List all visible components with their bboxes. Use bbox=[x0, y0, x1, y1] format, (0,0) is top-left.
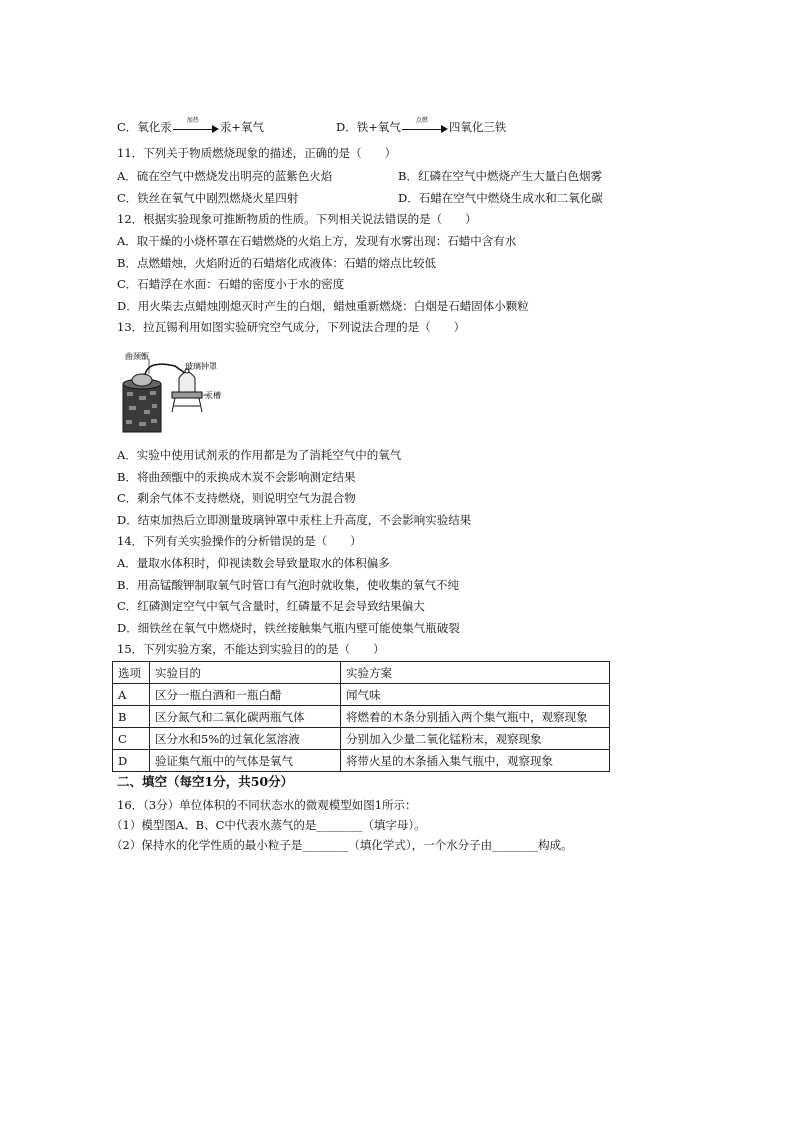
table-row bbox=[113, 750, 610, 772]
q16-part-2: （2）保持水的化学性质的最小粒子是________（填化学式），一个水分子由________构成。 bbox=[111, 838, 573, 852]
reaction-condition: 加热 bbox=[186, 117, 199, 124]
table-header-cell: 实验目的 bbox=[150, 662, 341, 684]
table-header-cell: 选项 bbox=[113, 662, 150, 684]
q16-stem: 16．（3分）单位体积的不同状态水的微观模型如图1所示： bbox=[117, 798, 417, 812]
table-cell: D bbox=[113, 750, 150, 772]
table-row bbox=[113, 728, 610, 750]
q11-stem: 11．下列关于物质燃烧现象的描述，正确的是（ ） bbox=[117, 146, 397, 160]
label-mercury-trough: 汞槽 bbox=[205, 391, 221, 400]
q13-option-b: B．将曲颈甑中的汞换成木炭不会影响测定结果 bbox=[117, 470, 356, 484]
q13-option-d: D．结束加热后立即测量玻璃钟罩中汞柱上升高度，不会影响实验结果 bbox=[117, 513, 472, 527]
table-row bbox=[113, 706, 610, 728]
table-cell: 分别加入少量二氧化锰粉末，观察现象 bbox=[341, 728, 610, 750]
table-cell: B bbox=[113, 706, 150, 728]
apparatus-diagram bbox=[117, 350, 222, 435]
table-cell: 验证集气瓶中的气体是氧气 bbox=[150, 750, 341, 772]
q13-option-c: C．剩余气体不支持燃烧，则说明空气为混合物 bbox=[117, 491, 356, 505]
q14-option-a: A．量取水体积时，仰视读数会导致量取水的体积偏多 bbox=[117, 556, 390, 570]
q10-option-d bbox=[336, 119, 506, 135]
q12-option-d: D．用火柴去点蜡烛刚熄灭时产生的白烟，蜡烛重新燃烧：白烟是石蜡固体小颗粒 bbox=[117, 299, 529, 313]
table-row bbox=[113, 684, 610, 706]
q10-d-product: 四氧化三铁 bbox=[448, 120, 507, 134]
q13-option-a: A．实验中使用试剂汞的作用都是为了消耗空气中的氧气 bbox=[117, 448, 402, 462]
table-header-cell: 实验方案 bbox=[341, 662, 610, 684]
q13-stem: 13．拉瓦锡利用如图实验研究空气成分，下列说法合理的是（ ） bbox=[117, 320, 466, 334]
table-cell: 区分氮气和二氧化碳两瓶气体 bbox=[150, 706, 341, 728]
table-cell: 将带火星的木条插入集气瓶中，观察现象 bbox=[341, 750, 610, 772]
table-cell: C bbox=[113, 728, 150, 750]
label-bell-jar: 玻璃钟罩 bbox=[185, 362, 217, 371]
q10-d-reactant: D．铁+氧气 bbox=[336, 120, 401, 134]
reaction-condition: 点燃 bbox=[415, 117, 428, 124]
q12-option-b: B．点燃蜡烛，火焰附近的石蜡熔化成液体：石蜡的熔点比较低 bbox=[117, 256, 436, 270]
q16-part-1: （1）模型图A、B、C中代表水蒸气的是________（填字母）。 bbox=[111, 818, 426, 832]
experiment-plan-table bbox=[112, 661, 610, 772]
label-retort: 曲颈甑 bbox=[125, 352, 149, 361]
q10-c-product: 汞+氧气 bbox=[219, 120, 264, 134]
table-cell: 闻气味 bbox=[341, 684, 610, 706]
q14-option-b: B．用高锰酸钾制取氧气时管口有气泡时就收集，使收集的氧气不纯 bbox=[117, 578, 459, 592]
q12-option-c: C．石蜡浮在水面：石蜡的密度小于水的密度 bbox=[117, 277, 345, 291]
q14-option-d: D．细铁丝在氧气中燃烧时，铁丝接触集气瓶内壁可能使集气瓶破裂 bbox=[117, 621, 460, 635]
table-cell: 将燃着的木条分别插入两个集气瓶中，观察现象 bbox=[341, 706, 610, 728]
section-heading: 二、填空（每空1分，共50分） bbox=[117, 774, 294, 789]
q14-stem: 14．下列有关实验操作的分析错误的是（ ） bbox=[117, 534, 362, 548]
reaction-arrow-icon bbox=[402, 117, 448, 133]
table-cell: 区分一瓶白酒和一瓶白醋 bbox=[150, 684, 341, 706]
q10-option-c bbox=[117, 119, 264, 135]
table-cell: 区分水和5%的过氧化氢溶液 bbox=[150, 728, 341, 750]
q12-option-a: A．取干燥的小烧杯罩在石蜡燃烧的火焰上方，发现有水雾出现：石蜡中含有水 bbox=[117, 234, 517, 248]
q10-c-reactant: C．氧化汞 bbox=[117, 120, 172, 134]
table-header-row bbox=[113, 662, 610, 684]
q15-stem: 15．下列实验方案，不能达到实验目的的是（ ） bbox=[117, 642, 385, 656]
q11-option-b: B．红磷在空气中燃烧产生大量白色烟雾 bbox=[398, 169, 602, 183]
q11-option-d: D．石蜡在空气中燃烧生成水和二氧化碳 bbox=[398, 191, 603, 205]
reaction-arrow-icon bbox=[173, 117, 219, 133]
q12-stem: 12．根据实验现象可推断物质的性质。下列相关说法错误的是（ ） bbox=[117, 212, 477, 226]
q11-option-a: A．硫在空气中燃烧发出明亮的蓝紫色火焰 bbox=[117, 169, 333, 183]
lavoisier-apparatus-figure bbox=[117, 350, 222, 435]
table-cell: A bbox=[113, 684, 150, 706]
q14-option-c: C．红磷测定空气中氧气含量时，红磷量不足会导致结果偏大 bbox=[117, 599, 425, 613]
q11-option-c: C．铁丝在氧气中剧烈燃烧火星四射 bbox=[117, 191, 299, 205]
